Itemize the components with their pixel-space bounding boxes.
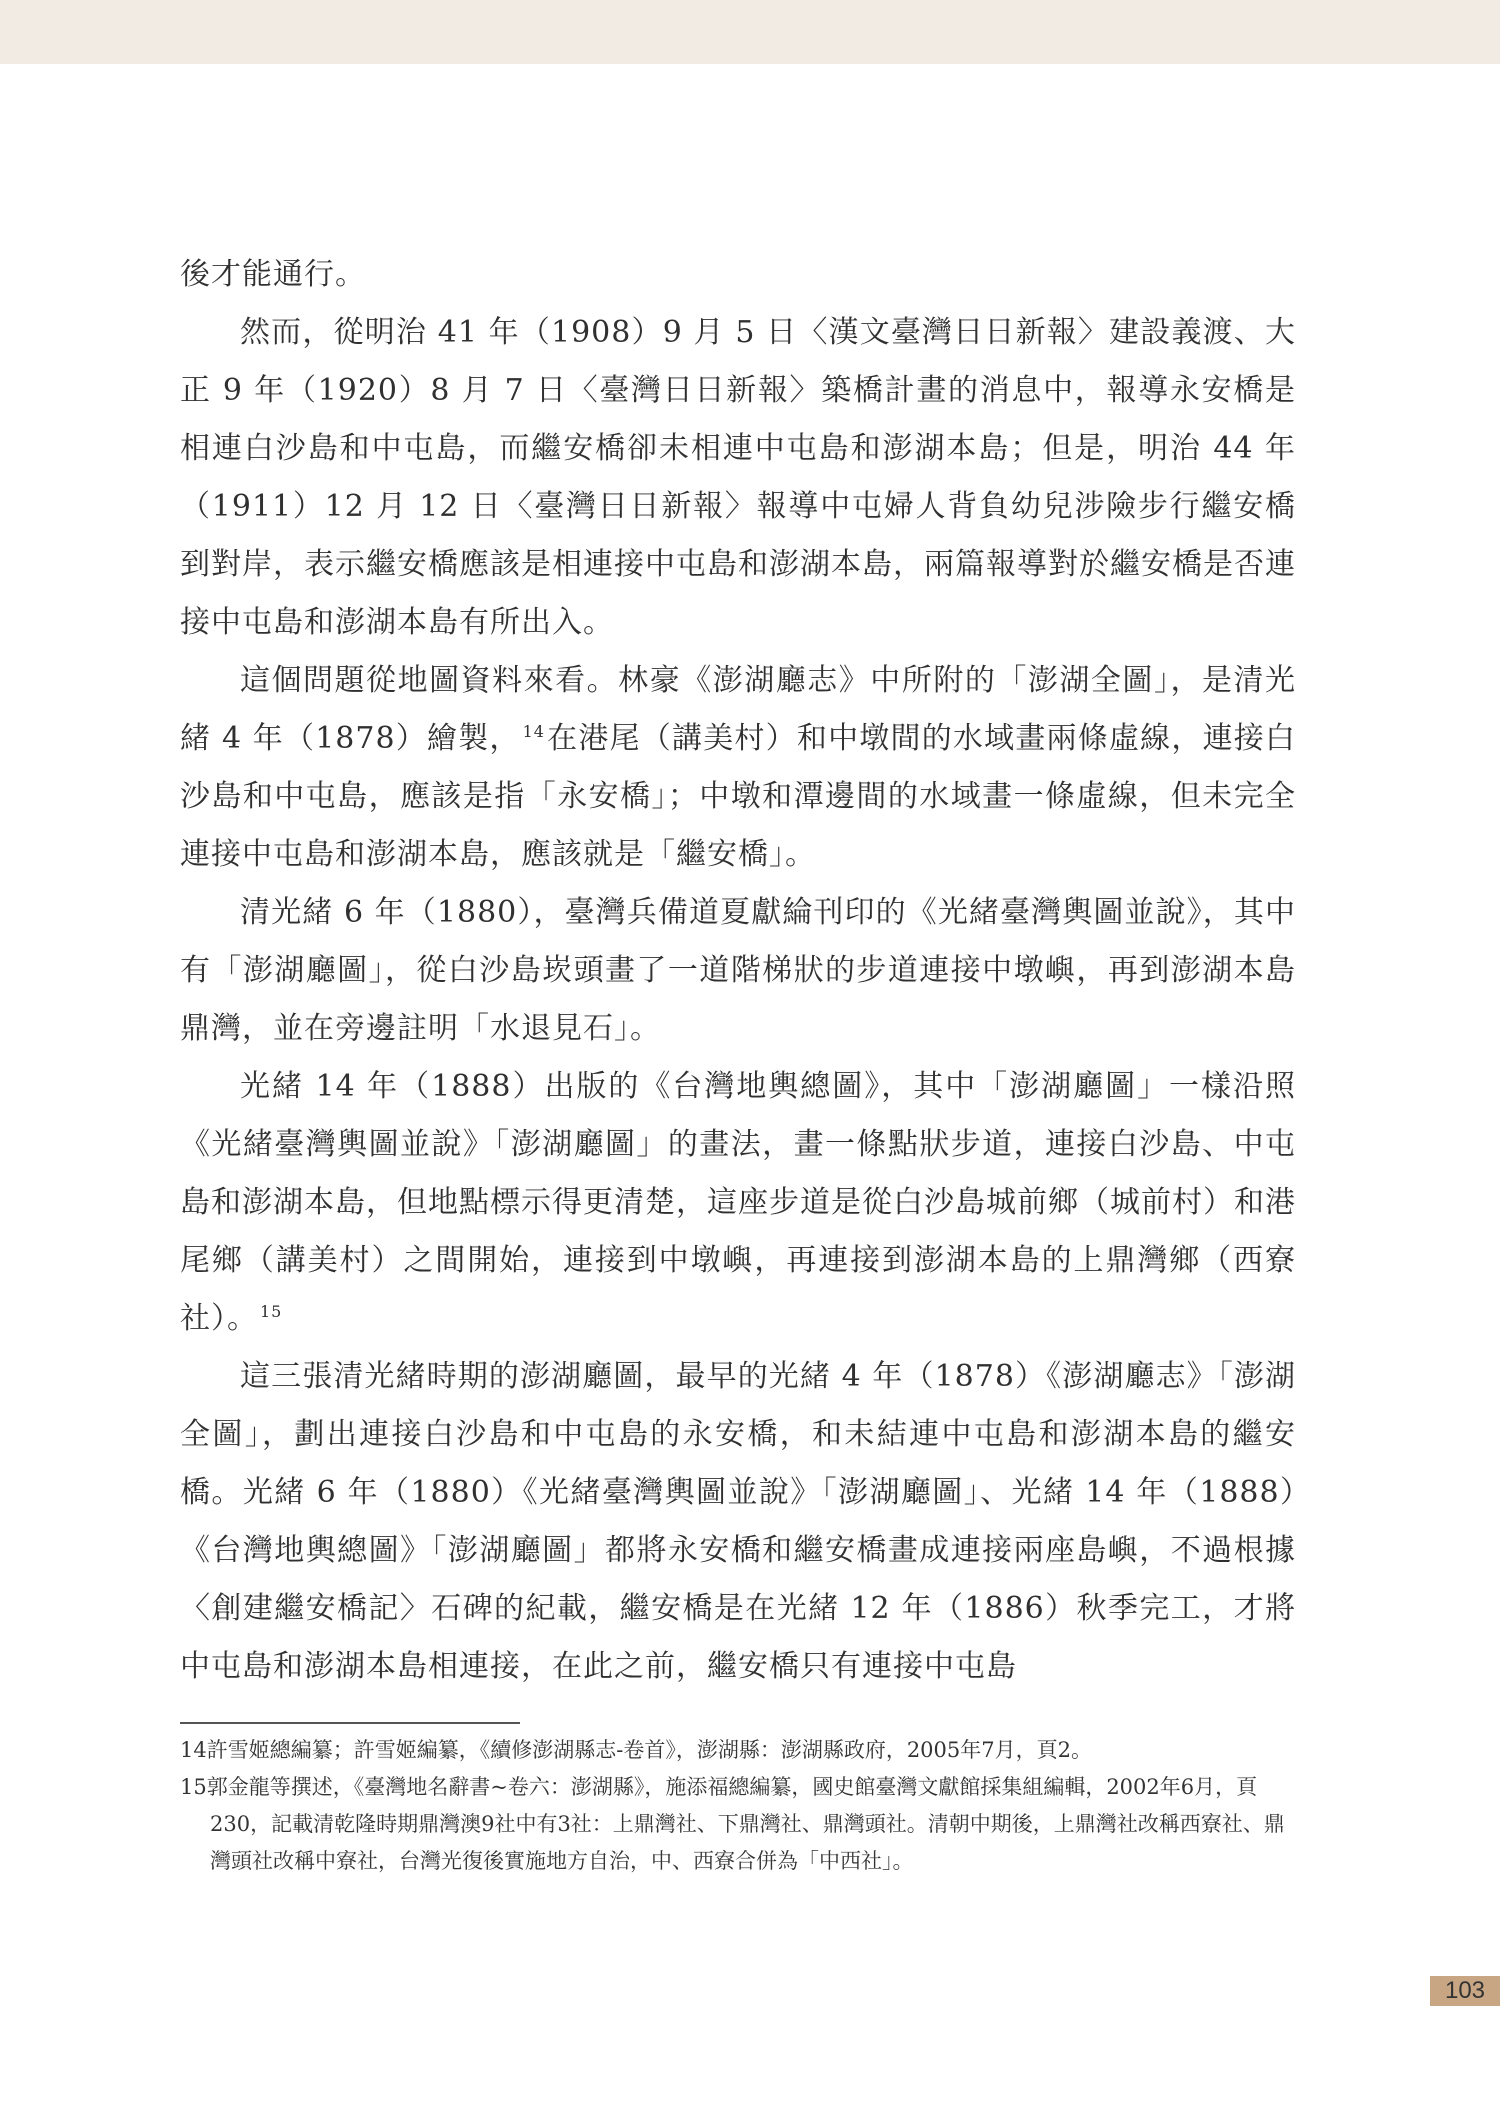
footnote-divider bbox=[180, 1722, 520, 1724]
body-text bbox=[180, 246, 1296, 1696]
paragraph-3-part-a: 這個問題從地圖資料來看。林豪《澎湖廳志》中所附的「澎湖全圖」，是清光緒 4 年（1878）繪製， bbox=[180, 663, 1296, 756]
paragraph-3 bbox=[180, 652, 1296, 884]
top-margin-band bbox=[0, 0, 1500, 64]
footnote-14: 14許雪姬總編纂；許雪姬編纂，《續修澎湖縣志-卷首》，澎湖縣：澎湖縣政府，2005年7月，頁2。 bbox=[180, 1738, 1092, 1762]
footnotes bbox=[180, 1732, 1296, 1880]
paragraph-6: 這三張清光緒時期的澎湖廳圖，最早的光緒 4 年（1878）《澎湖廳志》「澎湖全圖」，劃出連接白沙島和中屯島的永安橋，和未結連中屯島和澎湖本島的繼安橋。光緒 6 年（1880）《光緒臺灣輿圖並說》「澎湖廳圖」、光緒 14 年（1888）《台灣地輿總圖》「澎湖廳圖」都將永安橋和繼安橋畫成連接兩座島嶼，不過根據〈創建繼安橋記〉石碑的紀載，繼安橋是在光緒 12 年（1886）秋季完工，才將中屯島和澎湖本島相連接，在此之前，繼安橋只有連接中屯島 bbox=[180, 1359, 1296, 1684]
paragraph-1: 後才能通行。 bbox=[180, 257, 366, 292]
paragraph-2: 然而，從明治 41 年（1908）9 月 5 日〈漢文臺灣日日新報〉建設義渡、大正 9 年（1920）8 月 7 日〈臺灣日日新報〉築橋計畫的消息中，報導永安橋是相連白沙島和中屯島，而繼安橋卻未相連中屯島和澎湖本島；但是，明治 44 年（1911）12 月 12 日〈臺灣日日新報〉報導中屯婦人背負幼兒涉險步行繼安橋到對岸，表示繼安橋應該是相連接中屯島和澎湖本島，兩篇報導對於繼安橋是否連接中屯島和澎湖本島有所出入。 bbox=[180, 315, 1296, 640]
footnote-ref-14[interactable]: 14 bbox=[522, 722, 545, 741]
footnote-15: 15郭金龍等撰述，《臺灣地名辭書~卷六：澎湖縣》，施添福總編纂，國史館臺灣文獻館採集組編輯，2002年6月，頁230，記載清乾隆時期鼎灣澳9社中有3社：上鼎灣社、下鼎灣社、鼎灣頭社。清朝中期後，上鼎灣社改稱西寮社、鼎灣頭社改稱中寮社，台灣光復後實施地方自治，中、西寮合併為「中西社」。 bbox=[180, 1775, 1285, 1873]
paragraph-5-part-a: 光緒 14 年（1888）出版的《台灣地輿總圖》，其中「澎湖廳圖」一樣沿照《光緒臺灣輿圖並說》「澎湖廳圖」的畫法，畫一條點狀步道，連接白沙島、中屯島和澎湖本島，但地點標示得更清楚，這座步道是從白沙島城前鄉（城前村）和港尾鄉（講美村）之間開始，連接到中墩嶼，再連接到澎湖本島的上鼎灣鄉（西寮社）。 bbox=[180, 1069, 1296, 1336]
footnote-ref-15[interactable]: 15 bbox=[260, 1302, 283, 1321]
paragraph-5 bbox=[180, 1058, 1296, 1348]
paragraph-4: 清光緒 6 年（1880），臺灣兵備道夏獻綸刊印的《光緒臺灣輿圖並說》，其中有「澎湖廳圖」，從白沙島崁頭畫了一道階梯狀的步道連接中墩嶼，再到澎湖本島鼎灣，並在旁邊註明「水退見石」。 bbox=[180, 895, 1296, 1046]
paragraph-3-part-b: 在港尾（講美村）和中墩間的水域畫兩條虛線，連接白沙島和中屯島，應該是指「永安橋」；中墩和潭邊間的水域畫一條虛線，但未完全連接中屯島和澎湖本島，應該就是「繼安橋」。 bbox=[180, 721, 1296, 872]
page-number: 103 bbox=[1430, 1976, 1500, 2006]
